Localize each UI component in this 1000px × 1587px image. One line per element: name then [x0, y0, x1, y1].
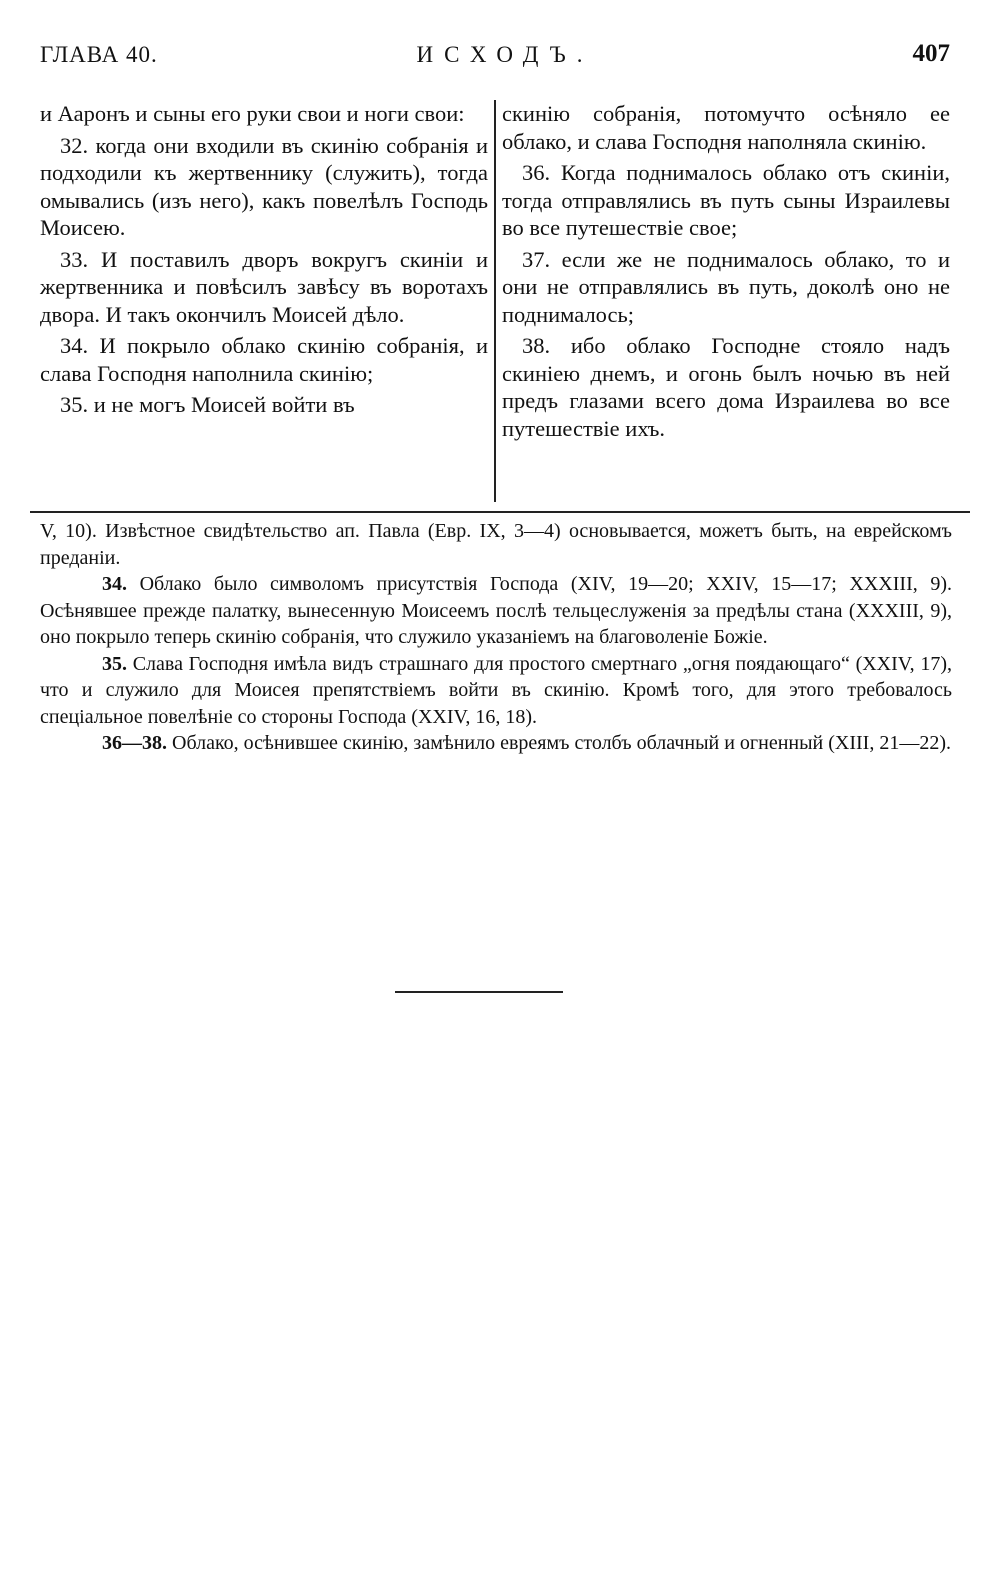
note-number: 36—38.	[102, 732, 167, 754]
verse-32: 32. когда они входили въ скинію собранія и подходили къ жертвеннику (служить), тогда омывались (изъ него), какъ повелѣлъ Господь Моисею.	[40, 132, 488, 240]
note-number: 34.	[102, 573, 127, 595]
note-text: Облако, осѣнившее скинію, замѣнило евреямъ столбъ облачный и огненный (XIII, 21—22).	[167, 732, 951, 754]
verse-36: 36. Когда поднималось облако отъ скиніи, тогда отправлялись въ путь сыны Израилевы во все путешествіе свое;	[502, 160, 950, 240]
verse-35-end: скинію собранія, потомучто осѣняло ее облако, и слава Господня наполняла скинію.	[502, 101, 950, 154]
note-36-38	[40, 730, 952, 757]
verse-38: 38. ибо облако Господне стояло надъ скиніею днемъ, и огонь былъ ночью въ ней предъ глазами всего дома Израилева во все путешествіе ихъ.	[502, 333, 950, 441]
note-35	[40, 651, 952, 731]
chapter-label: ГЛАВА 40.	[40, 42, 158, 67]
end-rule	[395, 991, 563, 993]
verse-columns	[40, 100, 952, 502]
verse-37: 37. если же не поднималось облако, то и они не отправлялись въ путь, доколѣ оно не поднималось;	[502, 246, 950, 327]
verse-34: 34. И покрыло облако скинію собранія, и слава Господня наполнила скинію;	[40, 333, 488, 386]
verse-35-start: 35. и не могъ Моисей войти въ	[60, 392, 355, 417]
left-column	[40, 100, 488, 423]
right-column	[502, 100, 950, 446]
verse-33: 33. И поставилъ дворъ вокругъ скиніи и жертвенника и повѣсилъ завѣсу въ воротахъ двора. И такъ окончилъ Моисей дѣло.	[40, 246, 488, 327]
page-number: 407	[912, 40, 950, 67]
note-continuation: V, 10). Извѣстное свидѣтельство ап. Павла (Евр. IX, 3—4) основывается, можетъ быть, на еврейскомъ преданіи.	[40, 520, 952, 569]
note-text: Слава Господня имѣла видъ страшнаго для простого смертнаго „огня поядающаго“ (XXIV, 17), что и служило для Моисея препятствіемъ войти въ скинію. Кромѣ того, для этого требовалось спеціальное повелѣніе со стороны Господа (XXIV, 16, 18).	[40, 652, 952, 728]
footnote-separator	[30, 511, 970, 513]
verse-continuation: и Ааронъ и сыны его руки свои и ноги свои:	[40, 101, 465, 126]
note-number: 35.	[102, 652, 127, 675]
note-text: Облако было символомъ присутствія Господа (XIV, 19—20; XXIV, 15—17; XXXIII, 9). Осѣнявшее прежде палатку, вынесенную Моисеемъ послѣ тельцеслуженія за предѣлы стана (XXXIII, 9), оно покрыло теперь скинію собранія, что служило указаніемъ на благоволеніе Божіе.	[40, 573, 952, 648]
book-title: ИСХОДЪ.	[416, 42, 594, 67]
commentary-notes	[40, 518, 952, 757]
column-divider	[494, 100, 496, 502]
note-34	[40, 571, 952, 651]
running-header	[40, 40, 950, 80]
